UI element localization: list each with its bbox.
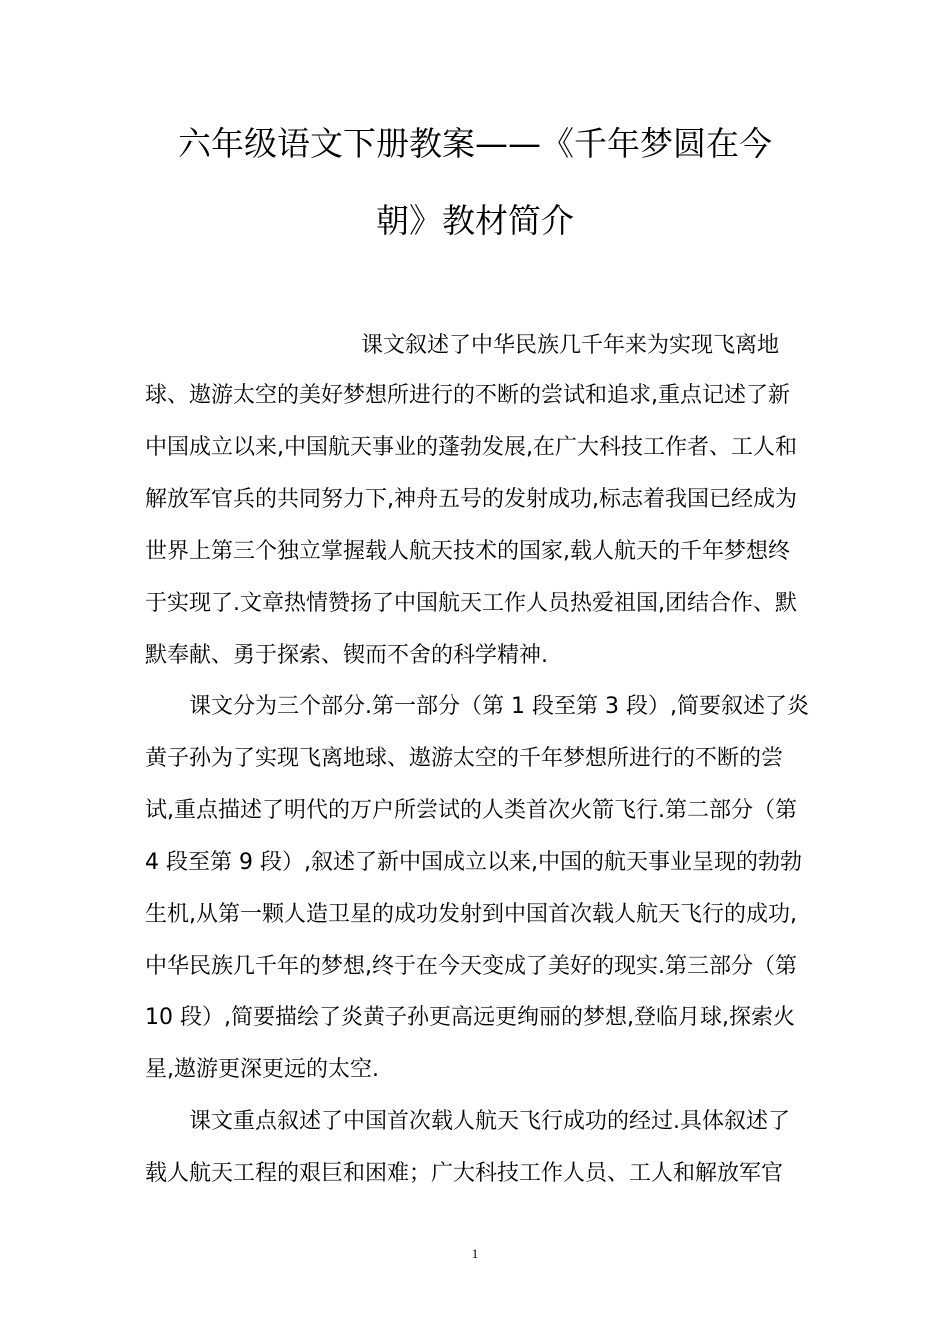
page-number: 1 [471,1246,479,1261]
paragraph-2-line-2: 黄子孙为了实现飞离地球、遨游太空的千年梦想所进行的不断的尝 [145,746,784,771]
paragraph-1-line-6: 于实现了.文章热情赞扬了中国航天工作人员热爱祖国,团结合作、默 [145,591,797,616]
paragraph-1-line-4: 解放军官兵的共同努力下,神舟五号的发射成功,标志着我国已经成为 [145,487,797,512]
paragraph-2-line-8: 星,遨游更深更远的太空. [145,1057,379,1082]
paragraph-2-line-4: 4 段至第 9 段）,叙述了新中国成立以来,中国的航天事业呈现的勃勃 [145,850,802,875]
paragraph-2-line-7: 10 段）,简要描绘了炎黄子孙更高远更绚丽的梦想,登临月球,探索火 [145,1005,795,1030]
paragraph-3-line-1: 课文重点叙述了中国首次载人航天飞行成功的经过.具体叙述了 [189,1109,790,1134]
document-title-line-2: 朝》教材简介 [376,201,574,240]
paragraph-1-line-1: 课文叙述了中华民族几千年来为实现飞离地 [361,333,780,358]
paragraph-1-line-7: 默奉献、勇于探索、锲而不舍的科学精神. [145,643,548,668]
paragraph-3-line-2: 载人航天工程的艰巨和困难；广大科技工作人员、工人和解放军官 [145,1161,784,1186]
paragraph-2-line-3: 试,重点描述了明代的万户所尝试的人类首次火箭飞行.第二部分（第 [145,798,797,823]
paragraph-2-line-6: 中华民族几千年的梦想,终于在今天变成了美好的现实.第三部分（第 [145,954,797,979]
paragraph-2-line-1: 课文分为三个部分.第一部分（第 1 段至第 3 段）,简要叙述了炎 [189,694,809,719]
paragraph-1-line-5: 世界上第三个独立掌握载人航天技术的国家,载人航天的千年梦想终 [145,539,790,564]
document-title-line-1: 六年级语文下册教案——《千年梦圆在今 [178,124,772,163]
paragraph-1-line-3: 中国成立以来,中国航天事业的蓬勃发展,在广大科技工作者、工人和 [145,435,797,460]
paragraph-2-line-5: 生机,从第一颗人造卫星的成功发射到中国首次载人航天飞行的成功, [145,902,797,927]
paragraph-1-line-2: 球、遨游太空的美好梦想所进行的不断的尝试和追求,重点记述了新 [145,383,790,408]
